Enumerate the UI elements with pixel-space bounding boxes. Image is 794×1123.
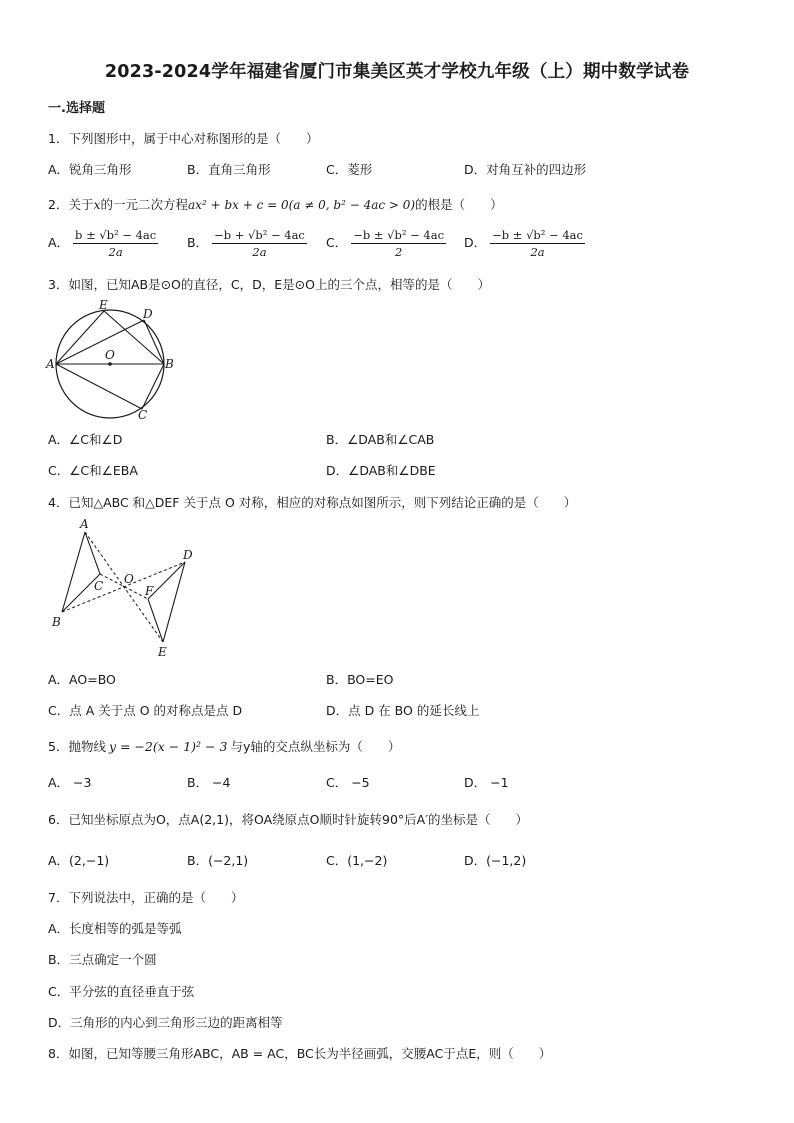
label-o: O [105,348,115,362]
segment-fe [148,599,163,642]
fraction [351,228,446,259]
question-3-option-c: C．∠C和∠EBA [48,463,138,478]
label-e: E [99,298,108,312]
denominator: 2a [108,245,123,259]
question-4-option-c: C．点 A 关于点 O 的对称点是点 D [48,703,243,718]
question-3-stem: 3．如图，已知AB是⊙O的直径，C，D，E是⊙O上的三个点，相等的是（ ） [48,277,490,292]
label-a: A [80,517,89,531]
label-f: F [145,584,154,598]
label-c: C [94,579,104,593]
section-heading: 一.选择题 [48,101,105,116]
label-c: C [138,408,148,422]
question-6-stem: 6．已知坐标原点为O，点A(2,1)，将OA绕原点O顺时针旋转90°后A′的坐标是（ ） [48,812,529,827]
question-7-option-d: D．三角形的内心到三角形三边的距离相等 [48,1015,283,1030]
segment-ad [56,320,144,364]
question-5-option-a: A． −3 [48,775,92,790]
denominator: 2a [530,245,545,259]
denominator: 2a [252,245,267,259]
question-4-option-a: A．AO=BO [48,672,116,687]
question-1-stem: 1．下列图形中，属于中心对称图形的是（ ） [48,131,319,146]
question-5-option-c: C． −5 [326,775,370,790]
center-point [108,362,112,366]
question-5-option-d: D． −1 [464,775,509,790]
question-2-prefix: 2．关于 [48,197,94,212]
segment-cb [142,364,164,409]
question-7-stem: 7．下列说法中，正确的是（ ） [48,890,244,905]
page-title: 2023-2024学年福建省厦门市集美区英才学校九年级（上）期中数学试卷 [104,62,690,82]
question-5-equation: y = −2(x − 1)² − 3 [108,739,228,754]
segment-de [163,562,185,642]
question-6-option-a: A．(2,−1) [48,853,110,868]
question-8-stem: 8．如图，已知等腰三角形ABC，AB = AC，BC长为半径画弧，交腰AC于点E，则（ ） [48,1046,552,1061]
segment-ac [56,364,142,409]
question-1-option-b: B．直角三角形 [187,162,271,177]
question-1-option-d: D．对角互补的四边形 [464,162,587,177]
label-b: B [52,615,61,629]
question-6-option-c: C．(1,−2) [326,853,388,868]
denominator: 2 [394,245,403,259]
question-4-symmetry-figure [48,516,198,662]
question-4-stem: 4．已知△ABC 和△DEF 关于点 O 对称，相应的对称点如图所示，则下列结论正确的是（ ） [48,495,577,510]
question-2-option-c [326,228,446,259]
question-7-option-b: B．三点确定一个圆 [48,952,157,967]
label-a: A [46,357,55,371]
question-2-mid: 的一元二次方程 [100,197,189,212]
question-1-option-a: A．锐角三角形 [48,162,132,177]
dashed-bd [62,562,185,612]
question-5-suffix: 与y轴的交点纵坐标为（ ） [230,739,401,754]
fraction [73,228,158,259]
numerator: −b ± √b² − 4ac [492,228,583,242]
question-3-circle-figure [44,298,184,422]
label-d: D [143,307,153,321]
question-3-option-a: A．∠C和∠D [48,432,123,447]
segment-db [144,320,164,364]
question-5-stem [48,737,400,755]
label-b: B [165,357,174,371]
question-3-option-b: B．∠DAB和∠CAB [326,432,435,447]
question-7-option-c: C．平分弦的直径垂直于弦 [48,984,195,999]
question-7-option-a: A．长度相等的弧是等弧 [48,921,182,936]
option-label: C． [326,235,348,250]
question-4-option-d: D．点 D 在 BO 的延长线上 [326,703,480,718]
option-label: A． [48,235,70,250]
numerator: −b ± √b² − 4ac [353,228,445,242]
question-2-option-a [48,228,158,259]
question-3-option-d: D．∠DAB和∠DBE [326,463,436,478]
fraction [490,228,585,259]
question-2-option-b [187,228,307,259]
question-6-option-b: B．(−2,1) [187,853,249,868]
numerator: b ± √b² − 4ac [75,228,157,242]
label-d: D [183,548,193,562]
option-label: B． [187,235,209,250]
question-2-equation: ax² + bx + c = 0(a ≠ 0, b² − 4ac > 0) [188,198,416,212]
question-1-option-c: C．菱形 [326,162,373,177]
label-e: E [158,645,167,659]
question-5-option-b: B． −4 [187,775,231,790]
label-o: O [124,572,134,586]
question-2-suffix: 的根是（ ） [415,197,503,212]
question-2-variable: x [93,197,101,212]
segment-ac [85,532,100,574]
question-6-option-d: D．(−1,2) [464,853,527,868]
question-2-option-d [464,228,585,259]
numerator: −b + √b² − 4ac [214,228,305,242]
question-4-option-b: B．BO=EO [326,672,394,687]
fraction [212,228,307,259]
question-5-prefix: 5．抛物线 [48,739,106,754]
option-label: D． [464,235,487,250]
question-2-stem [48,195,503,213]
